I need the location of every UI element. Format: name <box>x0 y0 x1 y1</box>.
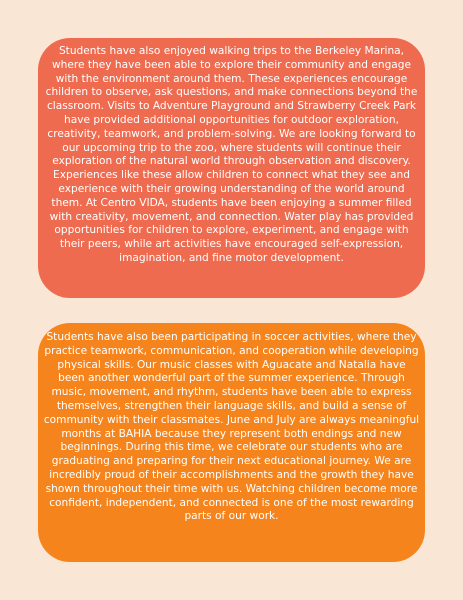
summer-activities-card <box>38 38 425 298</box>
soccer-music-graduation-card <box>38 323 425 562</box>
soccer-music-graduation-text: Students have also been participating in soccer activities, where they practice teamwork, communication, and cooperation while developing physical skills. Our music classes with Aguacate and Natalia have been another wonderful part of the summer experience. Through music, movement, and rhythm, students have been able to express themselves, strengthen their language skills, and build a sense of community with their classmates. June and July are always meaningful months at BAHIA because they represent both endings and new beginnings. During this time, we celebrate our students who are graduating and preparing for their next educational journey. We are incredibly proud of their accomplishments and the growth they have shown throughout their time with us. Watching children become more confident, independent, and connected is one of the most rewarding parts of our work. <box>43 331 420 523</box>
summer-activities-text: Students have also enjoyed walking trips to the Berkeley Marina, where they have been able to explore their community and engage with the environment around them. These experiences encourage children to observe, ask questions, and make connections beyond the classroom. Visits to Adventure Playground and Strawberry Creek Park have provided additional opportunities for outdoor exploration, creativity, teamwork, and problem-solving. We are looking forward to our upcoming trip to the zoo, where students will continue their exploration of the natural world through observation and discovery. Experiences like these allow children to connect what they see and experience with their growing understanding of the world around them. At Centro VIDA, students have been enjoying a summer filled with creativity, movement, and connection. Water play has provided opportunities for children to explore, experiment, and engage with their peers, while art activities have encouraged self-expression, imagination, and fine motor development. <box>45 45 418 264</box>
